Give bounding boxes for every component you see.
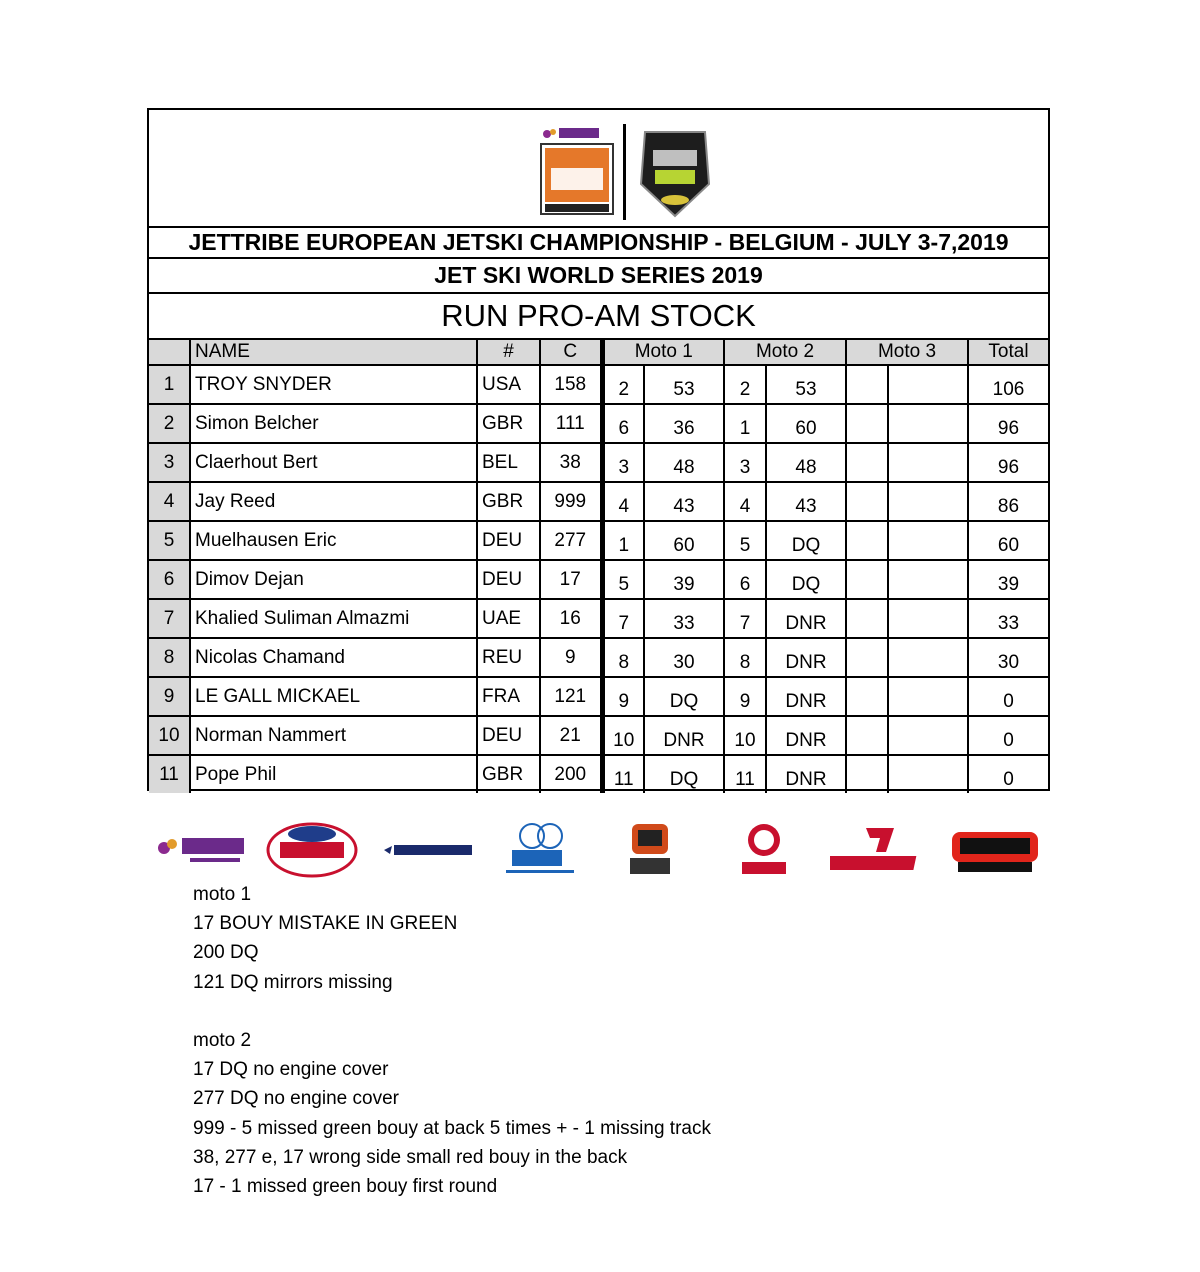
- rider-nation: DEU: [477, 716, 540, 755]
- table-row: [149, 638, 1048, 677]
- rider-number: 16: [540, 599, 602, 638]
- moto3-header: Moto 3: [846, 339, 968, 365]
- moto1-place: 3: [602, 443, 644, 482]
- rider-nation: FRA: [477, 677, 540, 716]
- class-title: RUN PRO-AM STOCK: [149, 292, 1048, 338]
- sat-logo: [502, 820, 578, 880]
- moto2-place: 11: [724, 755, 766, 793]
- moto3-place: [846, 521, 888, 560]
- rider-number: 17: [540, 560, 602, 599]
- note-line: 200 DQ: [193, 942, 259, 964]
- table-row: [149, 443, 1048, 482]
- rider-number: 21: [540, 716, 602, 755]
- moto1-points: 53: [644, 365, 724, 404]
- note-line: [193, 997, 711, 1026]
- yamaha-logo: [736, 820, 792, 880]
- moto2-points: 53: [766, 365, 846, 404]
- rider-name: TROY SNYDER: [190, 365, 477, 404]
- note-line: 17 DQ no engine cover: [193, 1059, 389, 1081]
- rider-number: 121: [540, 677, 602, 716]
- moto1-points: 43: [644, 482, 724, 521]
- moto2-points: 48: [766, 443, 846, 482]
- pos-cell: 5: [149, 521, 190, 560]
- moto1-place: 5: [602, 560, 644, 599]
- jettribe-logo: [830, 820, 930, 880]
- pos-cell: 11: [149, 755, 190, 793]
- rider-nation: GBR: [477, 755, 540, 793]
- total-points: 0: [968, 755, 1048, 793]
- table-header-row: [149, 339, 1048, 365]
- moto2-place: 1: [724, 404, 766, 443]
- note-line: 17 BOUY MISTAKE IN GREEN: [193, 913, 458, 935]
- pos-cell: 10: [149, 716, 190, 755]
- total-points: 0: [968, 716, 1048, 755]
- moto3-place: [846, 638, 888, 677]
- moto1-points: 48: [644, 443, 724, 482]
- pos-cell: 2: [149, 404, 190, 443]
- moto1-points: 30: [644, 638, 724, 677]
- sponsor-logos: [150, 820, 1050, 880]
- thai-logo: [154, 820, 250, 880]
- pos-cell: 6: [149, 560, 190, 599]
- note-line: moto 2: [193, 1029, 252, 1051]
- rider-name: Muelhausen Eric: [190, 521, 477, 560]
- moto3-place: [846, 677, 888, 716]
- jet-ski-world-cup-logo: [620, 820, 680, 880]
- moto1-place: 10: [602, 716, 644, 755]
- note-line: 38, 277 e, 17 wrong side small red bouy in the back: [193, 1146, 628, 1168]
- total-points: 60: [968, 521, 1048, 560]
- rider-name: Jay Reed: [190, 482, 477, 521]
- moto3-points: [888, 482, 968, 521]
- moto3-points: [888, 677, 968, 716]
- rider-nation: GBR: [477, 404, 540, 443]
- table-row: [149, 755, 1048, 793]
- total-points: 106: [968, 365, 1048, 404]
- moto1-points: 39: [644, 560, 724, 599]
- note-line: 999 - 5 missed green bouy at back 5 times + - 1 missing track: [193, 1117, 711, 1139]
- moto3-points: [888, 638, 968, 677]
- rider-name: Khalied Suliman Almazmi: [190, 599, 477, 638]
- rider-nation: DEU: [477, 521, 540, 560]
- rider-name: Claerhout Bert: [190, 443, 477, 482]
- total-header: Total: [968, 339, 1048, 365]
- rider-name: Norman Nammert: [190, 716, 477, 755]
- rider-name: Pope Phil: [190, 755, 477, 793]
- moto1-place: 4: [602, 482, 644, 521]
- moto3-place: [846, 365, 888, 404]
- moto3-points: [888, 521, 968, 560]
- moto3-place: [846, 599, 888, 638]
- total-points: 30: [968, 638, 1048, 677]
- moto1-points: DQ: [644, 677, 724, 716]
- moto2-points: DNR: [766, 755, 846, 793]
- moto1-place: 11: [602, 755, 644, 793]
- series-title: JET SKI WORLD SERIES 2019: [149, 257, 1048, 292]
- moto2-place: 7: [724, 599, 766, 638]
- moto2-points: DNR: [766, 599, 846, 638]
- pos-cell: 4: [149, 482, 190, 521]
- pos-cell: 3: [149, 443, 190, 482]
- table-row: [149, 521, 1048, 560]
- table-row: [149, 560, 1048, 599]
- nat-header: #: [477, 339, 540, 365]
- pos-cell: 9: [149, 677, 190, 716]
- moto2-place: 10: [724, 716, 766, 755]
- total-points: 96: [968, 443, 1048, 482]
- name-header: NAME: [190, 339, 477, 365]
- moto2-header: Moto 2: [724, 339, 846, 365]
- moto2-points: DNR: [766, 716, 846, 755]
- moto2-place: 9: [724, 677, 766, 716]
- rider-number: 158: [540, 365, 602, 404]
- rider-nation: DEU: [477, 560, 540, 599]
- event-title: JETTRIBE EUROPEAN JETSKI CHAMPIONSHIP - BELGIUM - JULY 3-7,2019: [149, 226, 1048, 257]
- moto2-place: 5: [724, 521, 766, 560]
- rider-name: Dimov Dejan: [190, 560, 477, 599]
- notes: [193, 880, 711, 1201]
- table-row: [149, 677, 1048, 716]
- moto2-place: 8: [724, 638, 766, 677]
- note-line: 17 - 1 missed green bouy first round: [193, 1175, 498, 1197]
- logo-separator: [623, 124, 626, 220]
- results-sheet: [147, 108, 1050, 791]
- moto3-place: [846, 443, 888, 482]
- note-line: 277 DQ no engine cover: [193, 1088, 399, 1110]
- table-row: [149, 404, 1048, 443]
- moto3-points: [888, 599, 968, 638]
- moto3-points: [888, 404, 968, 443]
- moto1-points: DNR: [644, 716, 724, 755]
- moto1-header: Moto 1: [602, 339, 724, 365]
- moto3-points: [888, 443, 968, 482]
- moto3-points: [888, 755, 968, 793]
- moto3-points: [888, 365, 968, 404]
- total-points: 86: [968, 482, 1048, 521]
- moto2-points: DNR: [766, 677, 846, 716]
- total-points: 96: [968, 404, 1048, 443]
- rider-nation: UAE: [477, 599, 540, 638]
- moto1-place: 1: [602, 521, 644, 560]
- moto1-points: 33: [644, 599, 724, 638]
- moto3-place: [846, 404, 888, 443]
- note-line: 121 DQ mirrors missing: [193, 971, 393, 993]
- moto1-place: 7: [602, 599, 644, 638]
- moto2-points: DQ: [766, 560, 846, 599]
- moto2-points: 60: [766, 404, 846, 443]
- ijsba-logo: [266, 820, 358, 880]
- moto2-points: DNR: [766, 638, 846, 677]
- note-line: moto 1: [193, 884, 252, 905]
- rider-name: LE GALL MICKAEL: [190, 677, 477, 716]
- moto1-points: 60: [644, 521, 724, 560]
- rider-nation: BEL: [477, 443, 540, 482]
- table-row: [149, 716, 1048, 755]
- jettribe-euro-jetski-logo: [635, 124, 715, 220]
- total-points: 33: [968, 599, 1048, 638]
- rider-number: 200: [540, 755, 602, 793]
- total-points: 39: [968, 560, 1048, 599]
- moto1-place: 2: [602, 365, 644, 404]
- rider-name: Simon Belcher: [190, 404, 477, 443]
- table-row: [149, 599, 1048, 638]
- results-table: [149, 338, 1048, 793]
- moto3-points: [888, 716, 968, 755]
- pos-cell: 8: [149, 638, 190, 677]
- table-row: [149, 482, 1048, 521]
- rider-number: 9: [540, 638, 602, 677]
- moto2-place: 4: [724, 482, 766, 521]
- thai-world-series-logo: [535, 124, 619, 220]
- table-row: [149, 365, 1048, 404]
- moto2-place: 3: [724, 443, 766, 482]
- moto1-place: 6: [602, 404, 644, 443]
- moto3-points: [888, 560, 968, 599]
- moto3-place: [846, 755, 888, 793]
- moto1-place: 8: [602, 638, 644, 677]
- moto2-place: 2: [724, 365, 766, 404]
- o2r-jet-club-logo: [948, 820, 1042, 880]
- moto3-place: [846, 560, 888, 599]
- moto3-place: [846, 716, 888, 755]
- total-points: 0: [968, 677, 1048, 716]
- pos-cell: 7: [149, 599, 190, 638]
- moto1-place: 9: [602, 677, 644, 716]
- rider-nation: REU: [477, 638, 540, 677]
- rider-number: 277: [540, 521, 602, 560]
- rider-number: 999: [540, 482, 602, 521]
- moto2-points: DQ: [766, 521, 846, 560]
- c-header: C: [540, 339, 602, 365]
- rider-name: Nicolas Chamand: [190, 638, 477, 677]
- pos-cell: 1: [149, 365, 190, 404]
- moto2-place: 6: [724, 560, 766, 599]
- pos-header: [149, 339, 190, 365]
- eurosport-logo: [380, 820, 476, 880]
- moto1-points: DQ: [644, 755, 724, 793]
- moto1-points: 36: [644, 404, 724, 443]
- moto3-place: [846, 482, 888, 521]
- header-logos: [149, 110, 1048, 226]
- rider-nation: USA: [477, 365, 540, 404]
- rider-nation: GBR: [477, 482, 540, 521]
- rider-number: 111: [540, 404, 602, 443]
- rider-number: 38: [540, 443, 602, 482]
- moto2-points: 43: [766, 482, 846, 521]
